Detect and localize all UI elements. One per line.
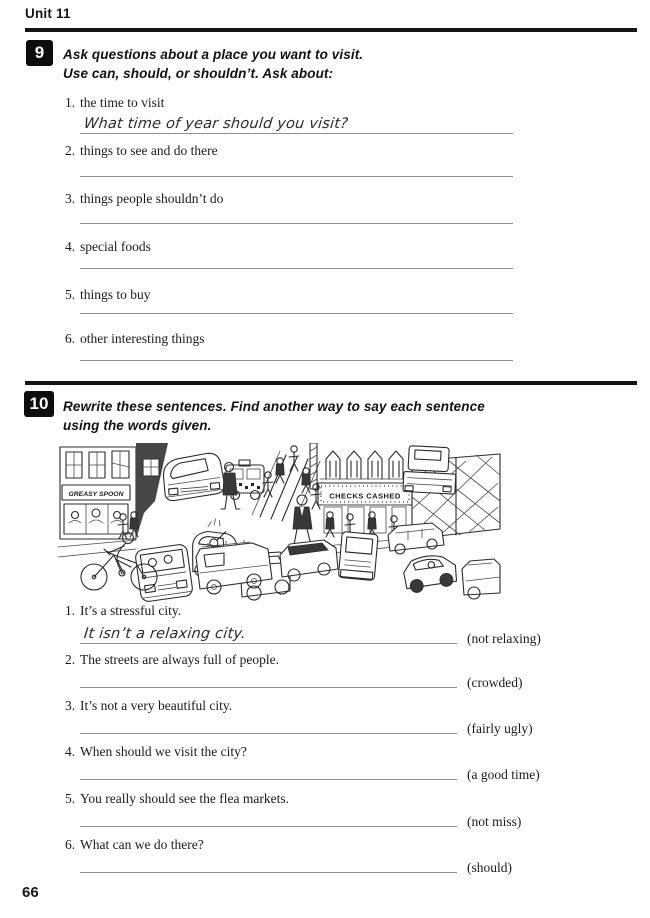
ex10-answer-line-3[interactable] [80,710,457,734]
item-text: The streets are always full of people. [80,652,280,667]
handwritten-answer [80,222,83,223]
city-street-illustration [56,443,502,605]
ex9-answer-line-3[interactable] [80,200,513,224]
item-text: When should we visit the city? [80,744,247,759]
car-front-view [135,544,194,603]
ex10-hint-6: (should) [467,860,512,875]
ex9-answer-line-1[interactable] [80,110,513,134]
item-text: It’s not a very beautiful city. [80,698,233,713]
handwritten-answer [80,686,83,687]
minivan [388,523,444,554]
ex10-answer-line-6[interactable] [80,849,457,873]
van-front-view [338,532,378,581]
item-number: 5. [65,287,76,302]
ex9-item-1 [65,95,164,111]
exercise-10-badge: 10 [24,391,54,417]
handwritten-answer [80,825,83,826]
handwritten-answer [80,267,83,268]
exercise-9-instructions [63,45,363,83]
pedestrian-figure [289,446,299,471]
item-text: the time to visit [80,95,165,110]
ex9-answer-line-5[interactable] [80,290,513,314]
handwritten-answer [80,175,83,176]
car-far-right [462,559,500,599]
ex9-answer-line-4[interactable] [80,245,513,269]
exercise-10-instructions [63,397,485,435]
ex10-hint-3: (fairly ugly) [467,721,533,736]
item-number: 4. [65,239,76,254]
item-number: 5. [65,791,76,806]
item-number: 1. [65,95,76,110]
item-number: 3. [65,191,76,206]
page-number: 66 [22,884,39,901]
ex10-hint-1: (not relaxing) [467,631,541,646]
truck-top-right [403,445,457,494]
instructions-line-2: using the words given. [63,418,212,433]
ex10-answer-line-1[interactable] [80,620,457,644]
item-number: 6. [65,331,76,346]
pedestrian-figure [302,468,310,493]
item-text: special foods [80,239,151,254]
handwritten-answer: What time of year should you visit? [83,116,349,132]
ex10-item-1 [65,603,181,619]
ex10-answer-line-4[interactable] [80,756,457,780]
handwritten-answer [80,359,83,360]
city-street-cartoon [56,443,502,605]
striped-pole [310,443,317,489]
item-number: 2. [65,143,76,158]
ex10-hint-2: (crowded) [467,675,523,690]
greasy-spoon-building [60,447,136,539]
pedestrian-figure [276,458,284,483]
ex10-answer-line-2[interactable] [80,664,457,688]
ex9-answer-line-2[interactable] [80,153,513,177]
header-rule [25,28,637,32]
item-text: What can we do there? [80,837,204,852]
instructions-line-1: Ask questions about a place you want to visit. [63,47,364,62]
station-wagon [280,540,338,581]
section-divider-rule [25,381,637,385]
handwritten-answer [80,778,83,779]
exercise-9-badge: 9 [26,40,53,66]
sedan-right [403,554,457,593]
alley-shadow [136,443,168,539]
ex10-hint-4: (a good time) [467,767,540,782]
item-number: 6. [65,837,76,852]
item-text: other interesting things [80,331,205,346]
ex10-hint-5: (not miss) [467,814,522,829]
item-text: things to see and do there [80,143,218,158]
unit-label: Unit 11 [25,6,71,21]
handwritten-answer [80,871,83,872]
item-text: things people shouldn’t do [80,191,224,206]
item-text: You really should see the flea markets. [80,791,289,806]
item-number: 3. [65,698,76,713]
item-text: things to buy [80,287,151,302]
handwritten-answer: It isn’t a relaxing city. [83,626,247,642]
ex9-answer-line-6[interactable] [80,337,513,361]
handwritten-answer [80,732,83,733]
item-number: 4. [65,744,76,759]
greasy-spoon-sign-text: GREASY SPOON [68,491,124,498]
man-behind-car [221,463,240,510]
item-number: 1. [65,603,76,618]
car-top-center [162,452,226,501]
checks-cashed-sign-text: CHECKS CASHED [329,491,401,501]
item-text: It’s a stressful city. [80,603,182,618]
item-number: 2. [65,652,76,667]
handwritten-answer [80,312,83,313]
ex10-answer-line-5[interactable] [80,803,457,827]
instructions-line-1: Rewrite these sentences. Find another way to say each sentence [63,399,485,414]
instructions-line-2: Use can, should, or shouldn’t. Ask about: [63,66,334,81]
